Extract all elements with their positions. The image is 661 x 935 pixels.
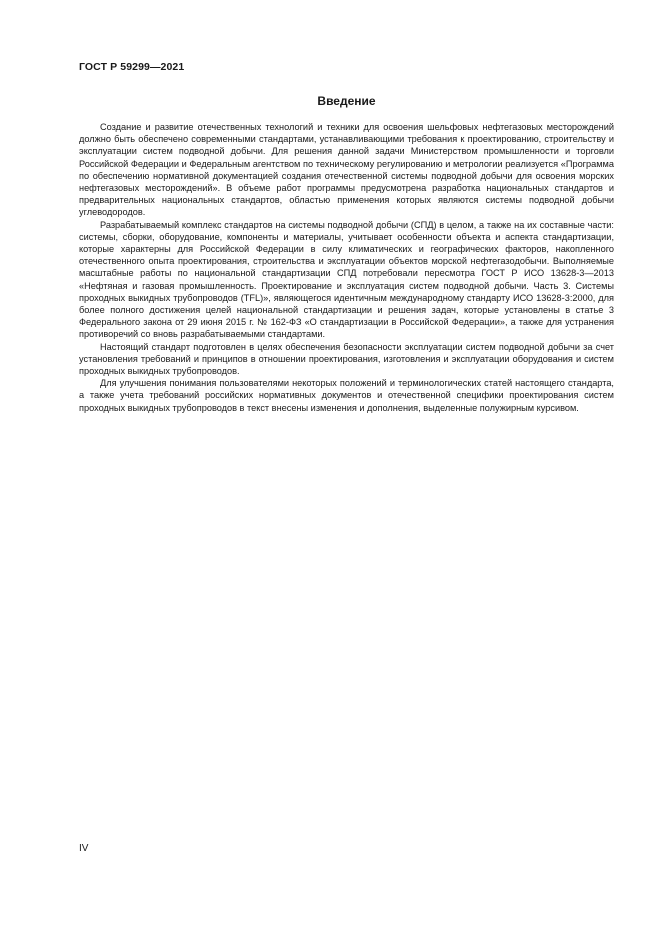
paragraph-2: Разрабатываемый комплекс стандартов на системы подводной добычи (СПД) в целом, а также на их составные части: системы, сборки, оборудование, компоненты и материалы, учитывает особенности объекта и аспекта стандартизации, которые характерны для Российской Федерации в силу климатических и географических факторов, накопленного отечественного опыта проектирования, строительства и эксплуатации объектов морской нефтегазодобычи. Выполняемые масштабные работы по национальной стандартизации СПД потребовали пересмотра ГОСТ Р ИСО 13628-3—2013 «Нефтяная и газовая промышленность. Проектирование и эксплуатация систем подводной добычи. Часть 3. Системы проходных выкидных трубопроводов (TFL)», являющегося идентичным международному стандарту ИСО 13628-3:2000, для более полного достижения целей национальной стандартизации и решения задач, которые установлены в статье 3 Федерального закона от 29 июня 2015 г. № 162-ФЗ «О стандартизации в Российской Федерации», а также для устранения противоречий со вновь разрабатываемыми стандартами. bbox=[79, 219, 614, 340]
paragraph-4: Для улучшения понимания пользователями некоторых положений и терминологических статей настоящего стандарта, а также учета требований российских нормативных документов и отечественной специфики проектирования систем проходных выкидных трубопроводов в текст внесены изменения и дополнения, выделенные полужирным курсивом. bbox=[79, 378, 614, 413]
document-code: ГОСТ Р 59299—2021 bbox=[79, 61, 185, 73]
section-title: Введение bbox=[317, 94, 376, 108]
paragraph-1: Создание и развитие отечественных технологий и техники для освоения шельфовых нефтегазовых месторождений должно быть обеспечено современными стандартами, устанавливающими требования к проектированию, строительству и эксплуатации систем подводной добычи. Для решения данной задачи Министерством промышленности и торговли Российской Федерации и Федеральным агентством по техническому регулированию и метрологии реализуется «Программа по обеспечению нормативной документацией создания отечественной системы подводной добычи для освоения морских нефтегазовых месторождений». В объеме работ программы предусмотрена разработка национальных стандартов и предварительных национальных стандартов, областью применения которых являются системы подводной добычи углеводородов. bbox=[79, 122, 614, 218]
introduction-body bbox=[79, 121, 614, 414]
page-number: IV bbox=[79, 843, 89, 854]
paragraph-3: Настоящий стандарт подготовлен в целях обеспечения безопасности эксплуатации систем подводной добычи за счет установления требований и принципов в отношении проектирования, изготовления и эксплуатации оборудования и систем проходных выкидных трубопроводов. bbox=[79, 341, 614, 377]
